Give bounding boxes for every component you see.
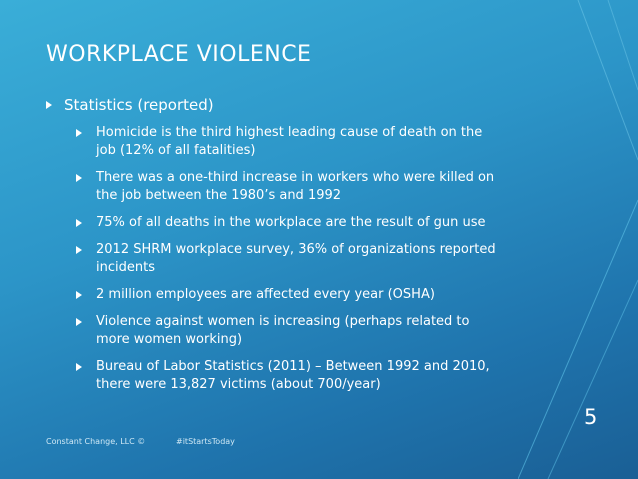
bullet-arrow-icon	[76, 129, 82, 137]
footer-hashtag: #itStartsToday	[176, 437, 235, 446]
subbullet-item	[76, 358, 506, 394]
subbullet-text: Homicide is the third highest leading cause of death on the job (12% of all fatalities)	[96, 125, 483, 158]
subbullet-text: 2 million employees are affected every year (OSHA)	[96, 287, 435, 302]
footer-copyright: Constant Change, LLC ©	[46, 437, 146, 446]
bullet-arrow-icon	[76, 219, 82, 227]
subbullet-item	[76, 124, 506, 160]
bullet-item	[46, 96, 506, 114]
bullet-arrow-icon	[76, 174, 82, 182]
decorative-lines	[518, 0, 638, 479]
bullet-arrow-icon	[76, 246, 82, 254]
subbullet-item	[76, 286, 506, 304]
subbullet-item	[76, 169, 506, 205]
bullet-arrow-icon	[46, 101, 52, 109]
subbullet-text: Bureau of Labor Statistics (2011) – Between 1992 and 2010, there were 13,827 victims (about 700/year)	[96, 359, 490, 392]
subbullet-item	[76, 313, 506, 349]
subbullet-text: 2012 SHRM workplace survey, 36% of organizations reported incidents	[96, 242, 496, 275]
subbullet-text: Violence against women is increasing (perhaps related to more women working)	[96, 314, 470, 347]
bullet-text: Statistics (reported)	[64, 96, 214, 114]
subbullet-item	[76, 214, 506, 232]
page-number: 5	[584, 405, 598, 429]
slide-content	[46, 96, 506, 403]
slide-title: WORKPLACE VIOLENCE	[46, 42, 312, 67]
bullet-arrow-icon	[76, 318, 82, 326]
subbullet-item	[76, 241, 506, 277]
subbullet-text: 75% of all deaths in the workplace are the result of gun use	[96, 215, 486, 230]
bullet-arrow-icon	[76, 291, 82, 299]
subbullet-text: There was a one-third increase in workers who were killed on the job between the 1980’s and 1992	[96, 170, 495, 203]
bullet-arrow-icon	[76, 363, 82, 371]
